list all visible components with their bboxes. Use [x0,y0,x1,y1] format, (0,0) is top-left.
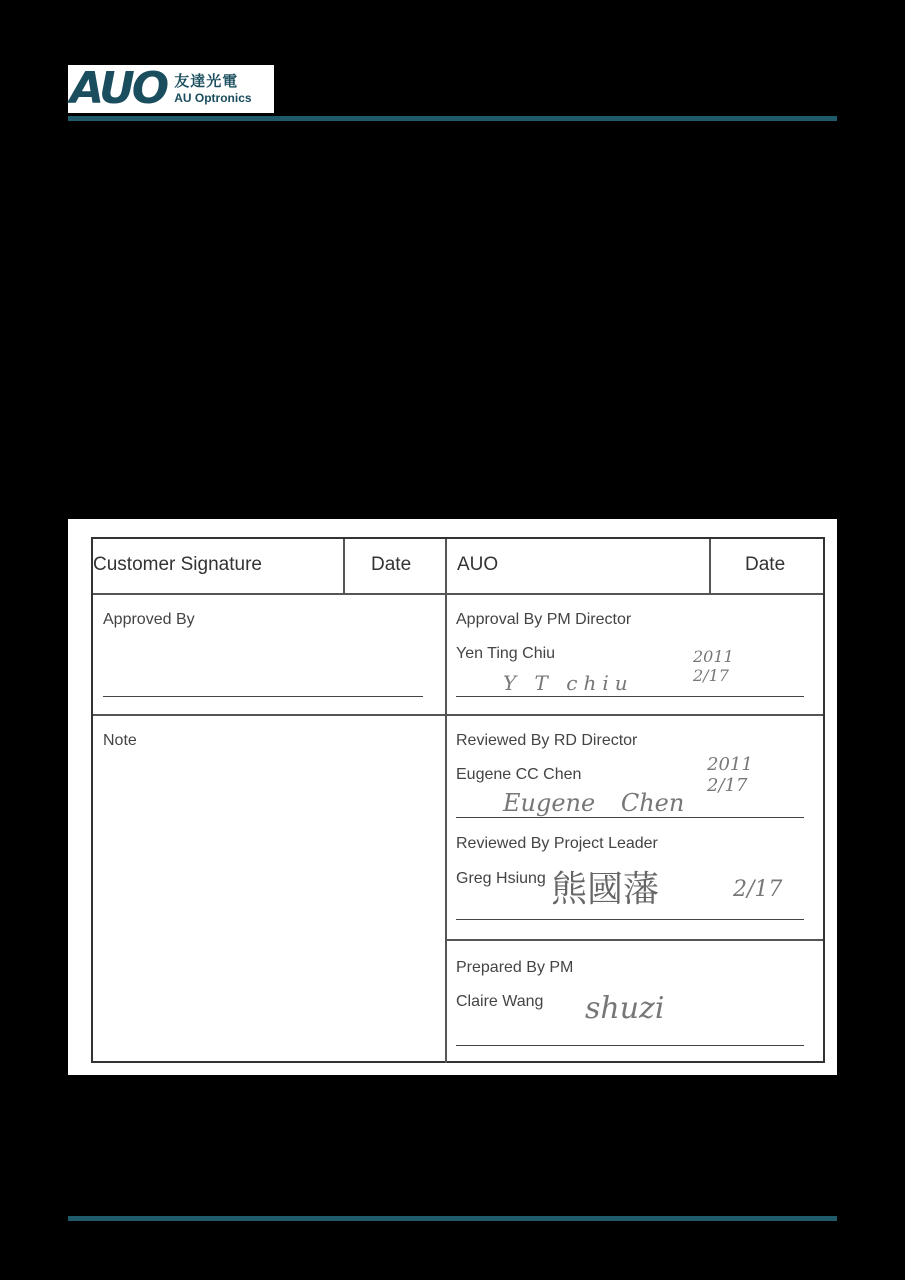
project-leader-signature: 熊國藩 [551,869,660,910]
rd-director-label: Reviewed By RD Director [456,732,638,749]
auo-logo [68,65,274,113]
rd-director-name: Eugene CC Chen [456,766,582,783]
approval-pm-signature: Y T chiu [503,671,634,695]
logo-chinese: 友達光電 [174,72,239,90]
approved-by-label: Approved By [103,611,195,628]
signature-form-scan [68,519,837,1075]
prepared-pm-label: Prepared By PM [456,959,574,976]
prepared-pm-name: Claire Wang [456,993,544,1010]
footer-rule [68,1216,837,1221]
rd-director-line [456,817,804,818]
project-leader-date: 2/17 [733,877,783,902]
prepared-pm-line [456,1045,804,1046]
customer-signature-header: Customer Signature [93,554,262,575]
logo-english: AU Optronics [174,91,252,105]
signature-table [91,537,825,1063]
rd-director-date: 2011 2/17 [707,754,753,796]
approval-pm-date: 2011 2/17 [693,647,734,685]
date-header-left: Date [371,554,412,575]
approved-by-line [103,696,423,697]
note-label: Note [103,732,137,749]
logo-mark: AUO [70,63,167,114]
rd-director-signature: Eugene Chen [503,789,685,817]
header-rule [68,116,837,121]
prepared-pm-signature: shuzi [585,991,665,1026]
approval-pm-line [456,696,804,697]
project-leader-label: Reviewed By Project Leader [456,835,658,852]
project-leader-name: Greg Hsiung [456,870,546,887]
approval-pm-label: Approval By PM Director [456,611,632,628]
approval-pm-name: Yen Ting Chiu [456,645,556,662]
project-leader-line [456,919,804,920]
date-header-right: Date [745,554,786,575]
auo-header: AUO [457,554,499,575]
